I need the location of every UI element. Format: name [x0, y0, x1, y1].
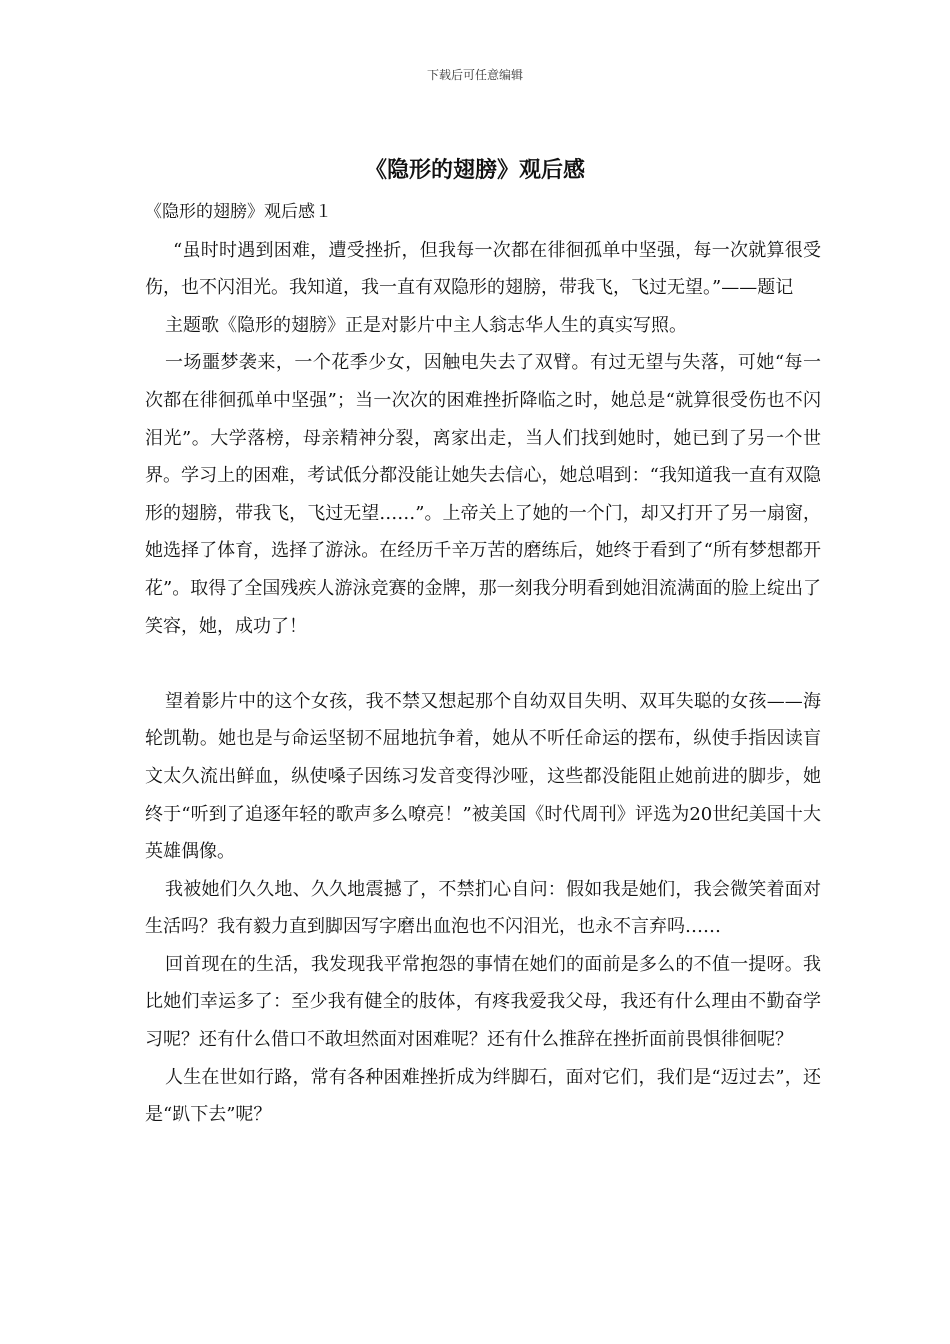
- body-paragraph: 回首现在的生活，我发现我平常抱怨的事情在她们的面前是多么的不值一提呀。我比她们幸运多了：至少我有健全的肢体，有疼我爱我父母，我还有什么理由不勤奋学习呢？还有什么借口不敢坦然面对困难呢？还有什么推辞在挫折面前畏惧徘徊呢？: [145, 953, 821, 1051]
- paragraph-gap: [145, 645, 821, 683]
- header-note: 下载后可任意编辑: [426, 68, 523, 82]
- body-paragraph: 我被她们久久地、久久地震撼了，不禁扪心自问：假如我是她们，我会微笑着面对生活吗？我有毅力直到脚因写字磨出血泡也不闪泪光，也永不言弃吗……: [145, 878, 821, 938]
- epigraph-paragraph: “虽时时遇到困难，遭受挫折，但我每一次都在徘徊孤单中坚强，每一次就算很受伤，也不闪泪光。我知道，我一直有双隐形的翅膀，带我飞，飞过无望。”——题记: [145, 239, 821, 299]
- body-paragraph: 一场噩梦袭来，一个花季少女，因触电失去了双臂。有过无望与失落，可她“每一次都在徘徊孤单中坚强”；当一次次的困难挫折降临之时，她总是“就算很受伤也不闪泪光”。大学落榜，母亲精神分裂，离家出走，当人们找到她时，她已到了另一个世界。学习上的困难，考试低分都没能让她失去信心，她总唱到：“我知道我一直有双隐形的翅膀，带我飞，飞过无望……”。上帝关上了她的一个门，却又打开了另一扇窗，她选择了体育，选择了游泳。在经历千辛万苦的磨练后，她终于看到了“所有梦想都开花”。取得了全国残疾人游泳竞赛的金牌，那一刻我分明看到她泪流满面的脸上绽出了笑容，她，成功了！: [145, 352, 821, 637]
- body-paragraph: 主题歌《隐形的翅膀》正是对影片中主人翁志华人生的真实写照。: [165, 314, 687, 336]
- body-paragraph: 人生在世如行路，常有各种困难挫折成为绊脚石，面对它们，我们是“迈过去”，还是“趴下去”呢？: [145, 1066, 821, 1126]
- section-subtitle: 《隐形的翅膀》观后感１: [145, 202, 332, 222]
- document-body: [145, 194, 821, 1134]
- body-paragraph: 望着影片中的这个女孩，我不禁又想起那个自幼双目失明、双耳失聪的女孩——海轮凯勒。她也是与命运坚韧不屈地抗争着，她从不听任命运的摆布，纵使手指因读盲文太久流出鲜血，纵使嗓子因练习发音变得沙哑，这些都没能阻止她前进的脚步，她终于“听到了追逐年轻的歌声多么嘹亮！”被美国《时代周刊》评选为20世纪美国十大英雄偶像。: [145, 690, 821, 863]
- document-title: 《隐形的翅膀》观后感: [364, 157, 585, 183]
